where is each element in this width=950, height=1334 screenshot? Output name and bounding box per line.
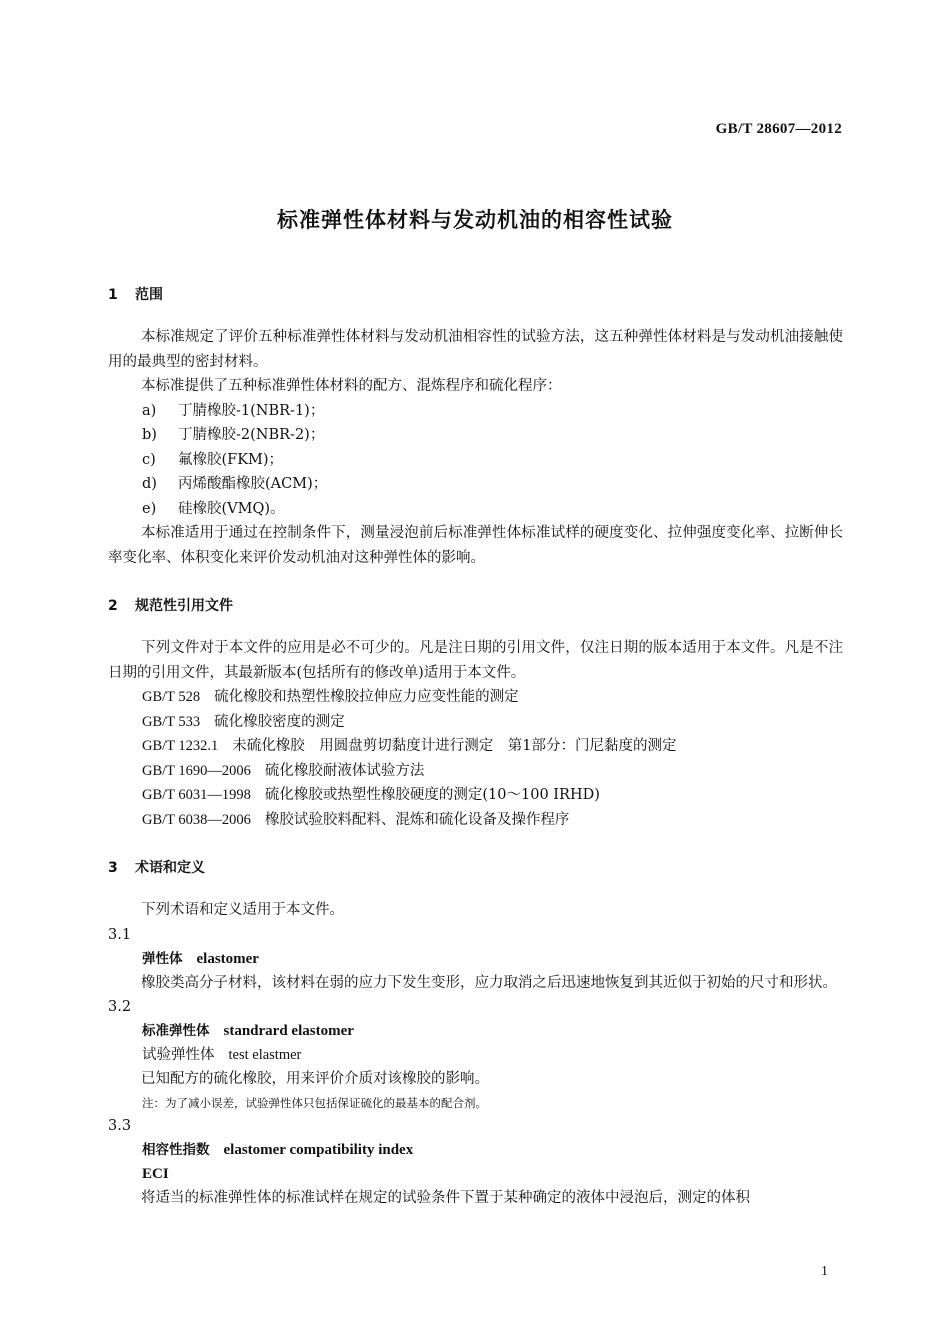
terms-intro: 下列术语和定义适用于本文件。 [141,902,344,918]
term-number: 3.1 [108,926,132,943]
term-number: 3.3 [108,1117,132,1134]
reference-code: GB/T 528 [142,689,201,705]
page-number: 1 [821,1264,828,1279]
document-title: 标准弹性体材料与发动机油的相容性试验 [277,208,673,232]
section-3-heading [108,856,843,880]
reference-item [108,710,843,735]
list-item [108,399,843,424]
reference-item [108,783,843,808]
section-1-heading [108,283,843,307]
scope-paragraph-1: 本标准规定了评价五种标准弹性体材料与发动机油相容性的试验方法，这五种弹性体材料是与发动机油接触使用的最典型的密封材料。 [108,329,843,370]
reference-code: GB/T 6031—1998 [142,787,251,803]
list-text: 丁腈橡胶-2(NBR-2)； [178,427,325,443]
section-number: 3 [108,860,118,876]
section-title: 范围 [135,287,163,303]
term-number: 3.2 [108,999,132,1015]
term-note: 注：为了减小误差，试验弹性体只包括保证硫化的最基本的配合剂。 [142,1095,487,1110]
reference-code: GB/T 6038—2006 [142,811,251,828]
term-heading [108,1019,843,1043]
term-cn: 标准弹性体 [142,1023,210,1039]
term-definition: 已知配方的硫化橡胶，用来评价介质对该橡胶的影响。 [141,1071,489,1087]
reference-title: 硫化橡胶或热塑性橡胶硬度的测定(10～100 IRHD) [264,787,600,803]
section-title: 术语和定义 [135,860,205,876]
reference-title: 未硫化橡胶 用圆盘剪切黏度计进行测定 第1部分：门尼黏度的测定 [232,738,677,754]
term-synonym-en: test elastmer [228,1047,302,1063]
document-body [108,283,843,1210]
term-cn: 弹性体 [142,950,183,967]
reference-code: GB/T 1232.1 [142,738,219,754]
scope-paragraph-2: 本标准提供了五种标准弹性体材料的配方、混炼程序和硫化程序： [141,378,562,394]
reference-code: GB/T 1690—2006 [142,762,251,779]
term-definition: 橡胶类高分子材料，该材料在弱的应力下发生变形，应力取消之后迅速地恢复到其近似于初始的尺寸和形状。 [141,974,837,991]
term-en: standrard elastomer [223,1023,354,1039]
section-2-heading [108,594,843,618]
list-label: c) [142,451,156,468]
term-definition: 将适当的标准弹性体的标准试样在规定的试验条件下置于某种确定的液体中浸泡后，测定的体积 [141,1189,750,1206]
reference-title: 硫化橡胶和热塑性橡胶拉伸应力应变性能的测定 [214,689,519,705]
list-item [108,472,843,497]
term-heading [108,947,843,971]
reference-item [108,685,843,710]
list-text: 丁腈橡胶-1(NBR-1)； [178,402,325,419]
reference-item [108,759,843,784]
references-paragraph: 下列文件对于本文件的应用是必不可少的。凡是注日期的引用文件，仅注日期的版本适用于本文件。凡是不注日期的引用文件，其最新版本(包括所有的修改单)适用于本文件。 [108,640,843,681]
section-number: 1 [108,287,118,303]
reference-item [108,734,843,759]
standard-number: GB/T 28607—2012 [715,121,842,137]
scope-paragraph-3: 本标准适用于通过在控制条件下，测量浸泡前后标准弹性体标准试样的硬度变化、拉伸强度变化率、拉断伸长率变化率、体积变化来评价发动机油对这种弹性体的影响。 [108,525,843,566]
term-en: elastomer compatibility index [223,1141,414,1158]
term-en: elastomer [196,950,259,967]
term-abbr: ECI [142,1165,169,1182]
reference-code: GB/T 533 [142,713,201,730]
term-synonym-cn: 试验弹性体 [142,1047,215,1063]
list-item [108,448,843,473]
reference-title: 硫化橡胶密度的测定 [214,713,345,730]
section-title: 规范性引用文件 [135,598,233,614]
term-heading [108,1138,843,1162]
term-abbreviation [108,1162,843,1186]
list-label: a) [142,402,157,419]
list-item [108,497,843,522]
list-text: 丙烯酸酯橡胶(ACM)； [178,476,328,492]
term-cn: 相容性指数 [142,1141,210,1158]
term-synonym [108,1043,843,1067]
list-item [108,423,843,448]
list-label: d) [142,476,157,492]
reference-title: 橡胶试验胶料配料、混炼和硫化设备及操作程序 [264,811,570,828]
section-number: 2 [108,598,118,614]
reference-item [108,808,843,833]
list-label: e) [142,500,157,517]
reference-title: 硫化橡胶耐液体试验方法 [264,762,425,779]
list-text: 硅橡胶(VMQ)。 [178,500,285,517]
list-text: 氟橡胶(FKM)； [178,451,284,468]
list-label: b) [142,427,157,443]
